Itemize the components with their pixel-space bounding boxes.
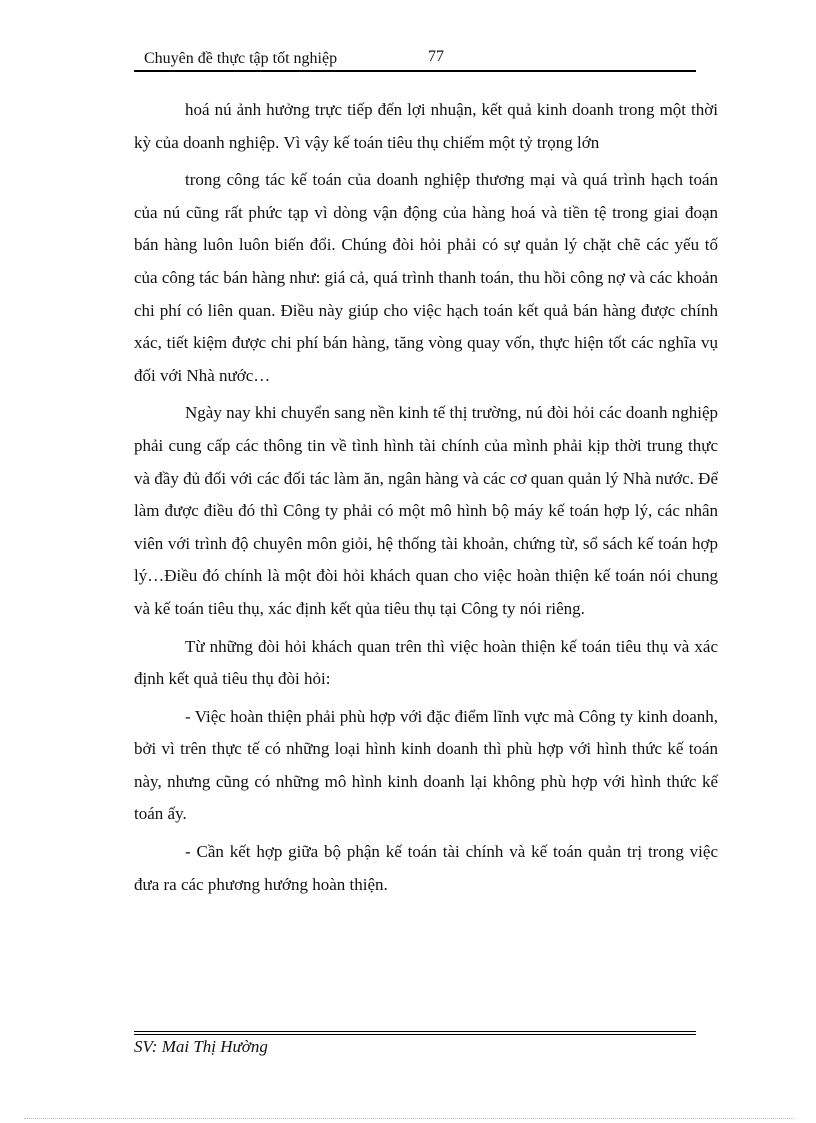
paragraph-6: - Cần kết hợp giữa bộ phận kế toán tài chính và kế toán quản trị trong việc đưa ra các phương hướng hoàn thiện. <box>134 842 718 894</box>
paragraph-4: Từ những đòi hỏi khách quan trên thì việc hoàn thiện kế toán tiêu thụ và xác định kết quả tiêu thụ đòi hỏi: <box>134 636 718 689</box>
paragraph-5: - Việc hoàn thiện phải phù hợp với đặc điểm lĩnh vực mà Công ty kinh doanh, bởi vì trên thực tế có những loại hình kinh doanh thì phù hợp với hình thức kế toán này, nhưng cũng có những mô hình kinh doanh lại không phù hợp với hình thức kế toán ấy. <box>134 706 718 824</box>
page-edge-dots <box>24 1118 794 1119</box>
page-number: 77 <box>428 48 444 65</box>
paragraph-2: trong công tác kế toán của doanh nghiệp thương mại và quá trình hạch toán của nú cũng rất phức tạp vì dòng vận động của hàng hoá và tiền tệ trong giai đoạn bán hàng luôn luôn biến đổi. Chúng đòi hỏi phải có sự quản lý chặt chẽ các yếu tố của công tác bán hàng như: giá cả, quá trình thanh toán, thu hồi công nợ và các khoản chi phí có liên quan. Điều này giúp cho việc hạch toán kết quả bán hàng được chính xác, tiết kiệm được chi phí bán hàng, tăng vòng quay vốn, thực hiện tốt các nghĩa vụ đối với Nhà nước… <box>134 170 718 385</box>
header-title: Chuyên đề thực tập tốt nghiệp <box>144 50 338 67</box>
page-header <box>134 48 696 72</box>
paragraph-1: hoá nú ảnh hưởng trực tiếp đến lợi nhuận, kết quả kinh doanh trong một thời kỳ của doanh nghiệp. Vì vậy kế toán tiêu thụ chiếm một tỷ trọng lớn <box>134 100 718 152</box>
footer-divider <box>134 1031 696 1032</box>
footer-divider-second <box>134 1034 696 1035</box>
paragraph-3: Ngày nay khi chuyển sang nền kinh tế thị trường, nú đòi hỏi các doanh nghiệp phải cung cấp các thông tin về tình hình tài chính của mình phải kịp thời trung thực và đầy đủ đối với các đối tác làm ăn, ngân hàng và các cơ quan quản lý Nhà nước. Để làm được điều đó thì Công ty phải có một mô hình bộ máy kế toán hợp lý, các nhân viên với trình độ chuyên môn giỏi, hệ thống tài khoản, chứng từ, sổ sách kế toán hợp lý…Điều đó chính là một đòi hỏi khách quan cho việc hoàn thiện kế toán nói chung và kế toán tiêu thụ, xác định kết qủa tiêu thụ tại Công ty nói riêng. <box>134 403 718 618</box>
footer-author: SV: Mai Thị Hường <box>134 1037 268 1056</box>
document-body <box>134 94 718 906</box>
